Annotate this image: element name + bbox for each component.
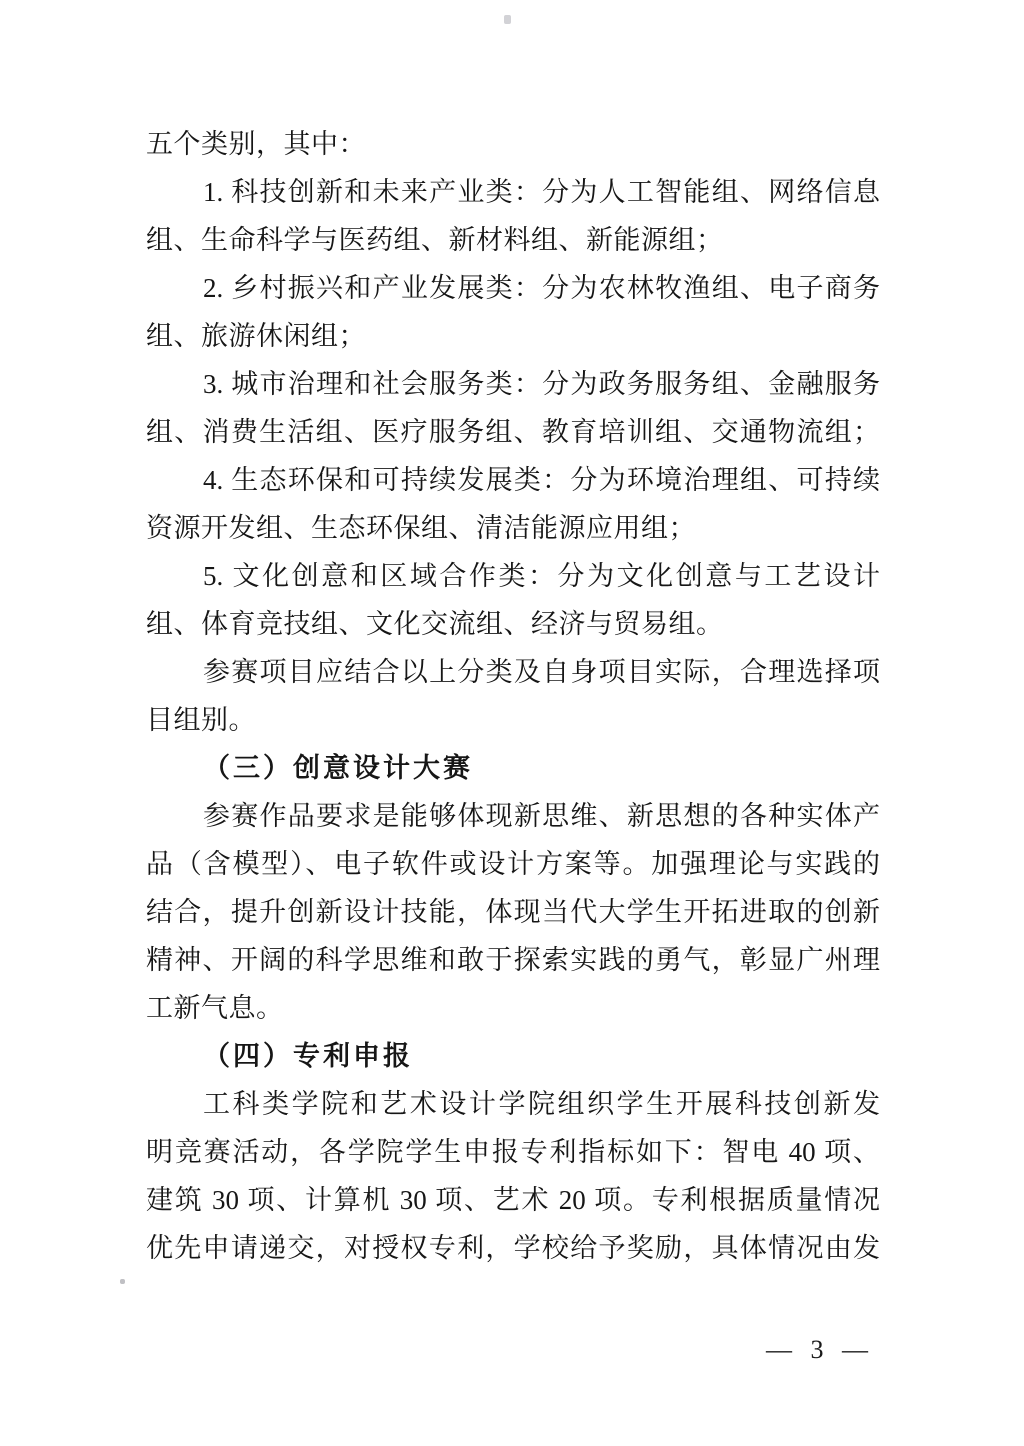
text-line: 建筑 30 项、计算机 30 项、艺术 20 项。专利根据质量情况 <box>146 1185 880 1215</box>
text-line: 资源开发组、生态环保组、清洁能源应用组； <box>146 513 696 543</box>
text-line: 明竞赛活动，各学院学生申报专利指标如下：智电 40 项、 <box>146 1137 880 1167</box>
document-body <box>146 120 880 1272</box>
text-line: 组、消费生活组、医疗服务组、教育培训组、交通物流组； <box>146 417 880 447</box>
text-line: 组、生命科学与医药组、新材料组、新能源组； <box>146 225 724 255</box>
text-line: 3. 城市治理和社会服务类：分为政务服务组、金融服务 <box>203 369 880 399</box>
text-line: 4. 生态环保和可持续发展类：分为环境治理组、可持续 <box>203 465 880 495</box>
text-line: 5. 文化创意和区域合作类：分为文化创意与工艺设计 <box>203 561 880 591</box>
scan-artifact-dot <box>504 15 511 24</box>
page-number: — 3 — <box>766 1335 874 1364</box>
text-line: 组、体育竞技组、文化交流组、经济与贸易组。 <box>146 609 724 639</box>
text-line: 参赛作品要求是能够体现新思维、新思想的各种实体产 <box>203 801 880 831</box>
section-heading: （四）专利申报 <box>203 1041 413 1071</box>
scan-artifact-dot <box>120 1279 125 1284</box>
text-line: 工新气息。 <box>146 993 284 1023</box>
text-line: 品（含模型）、电子软件或设计方案等。加强理论与实践的 <box>146 849 880 879</box>
text-line: 1. 科技创新和未来产业类：分为人工智能组、网络信息 <box>203 177 880 207</box>
text-line: 参赛项目应结合以上分类及自身项目实际，合理选择项 <box>203 657 880 687</box>
section-heading: （三）创意设计大赛 <box>203 753 473 783</box>
text-line: 结合，提升创新设计技能，体现当代大学生开拓进取的创新 <box>146 897 880 927</box>
text-line: 精神、开阔的科学思维和敢于探索实践的勇气，彰显广州理 <box>146 945 880 975</box>
text-line: 2. 乡村振兴和产业发展类：分为农林牧渔组、电子商务 <box>203 273 880 303</box>
text-line: 目组别。 <box>146 705 256 735</box>
text-line: 组、旅游休闲组； <box>146 321 366 351</box>
text-line: 优先申请递交，对授权专利，学校给予奖励，具体情况由发 <box>146 1233 880 1263</box>
text-line: 五个类别，其中： <box>146 129 366 159</box>
text-line: 工科类学院和艺术设计学院组织学生开展科技创新发 <box>203 1089 880 1119</box>
